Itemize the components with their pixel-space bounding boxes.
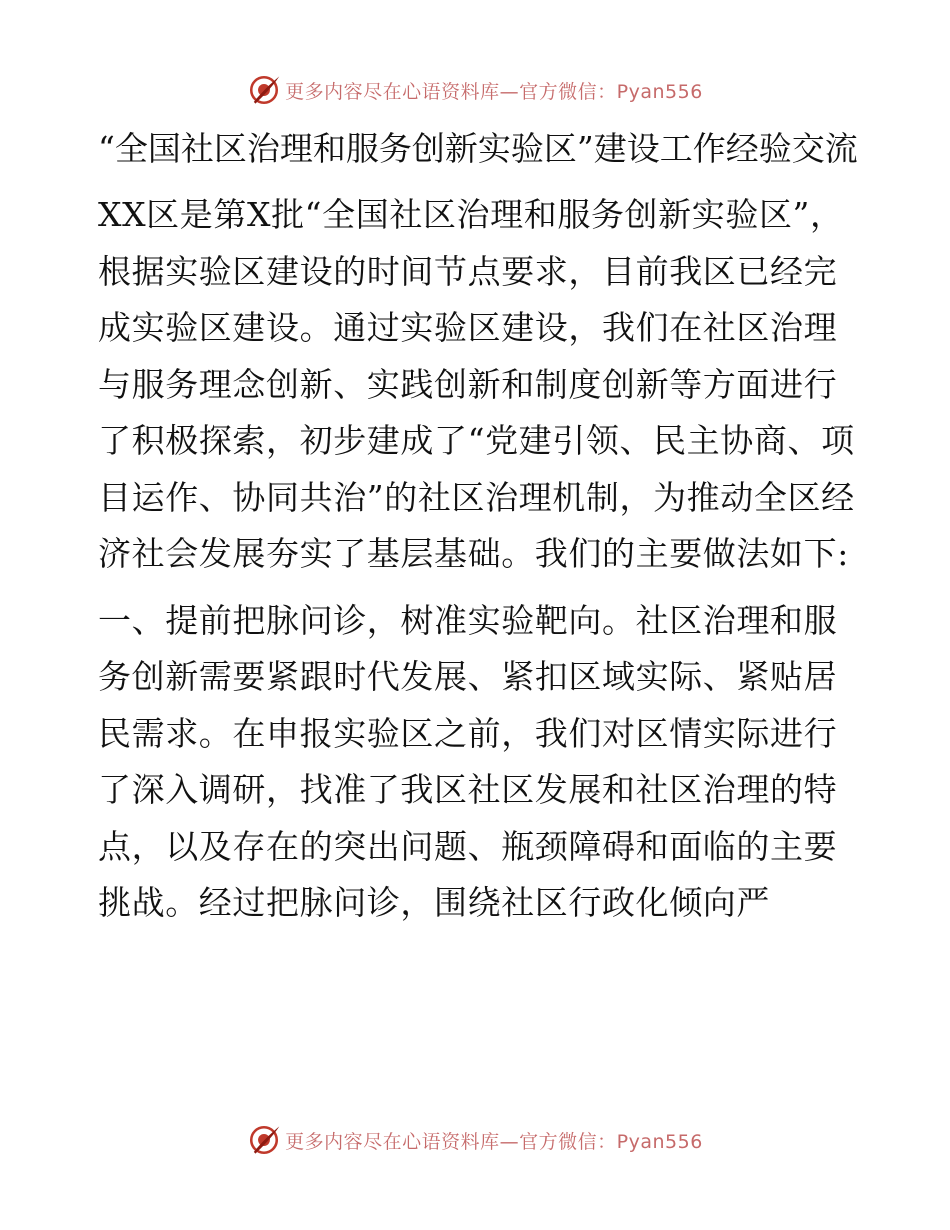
header-watermark [0, 70, 950, 110]
watermark-text: 更多内容尽在心语资料库—官方微信：Pyan556 [285, 80, 703, 103]
paragraph-section-one: 一、提前把脉问诊，树准实验靶向。社区治理和服务创新需要紧跟时代发展、紧扣区域实际、紧贴居民需求。在申报实验区之前，我们对区情实际进行了深入调研，找准了我区社区发展和社区治理的特点，以及存在的突出问题、瓶颈障碍和面临的主要挑战。经过把脉问诊，围绕社区行政化倾向严 [98, 600, 838, 922]
document-body [98, 124, 858, 942]
watermark-text: 更多内容尽在心语资料库—官方微信：Pyan556 [285, 1130, 703, 1153]
document-title: “全国社区治理和服务创新实验区”建设工作经验交流 [98, 129, 858, 168]
feather-seal-icon [247, 73, 281, 107]
feather-seal-icon [247, 1123, 281, 1157]
footer-watermark [0, 1120, 950, 1160]
paragraph-intro: XX区是第X批“全国社区治理和服务创新实验区”，根据实验区建设的时间节点要求，目前我区已经完成实验区建设。通过实验区建设，我们在社区治理与服务理念创新、实践创新和制度创新等方面进行了积极探索，初步建成了“党建引领、民主协商、项目运作、协同共治”的社区治理机制，为推动全区经济社会发展夯实了基层基础。我们的主要做法如下: [98, 195, 855, 573]
